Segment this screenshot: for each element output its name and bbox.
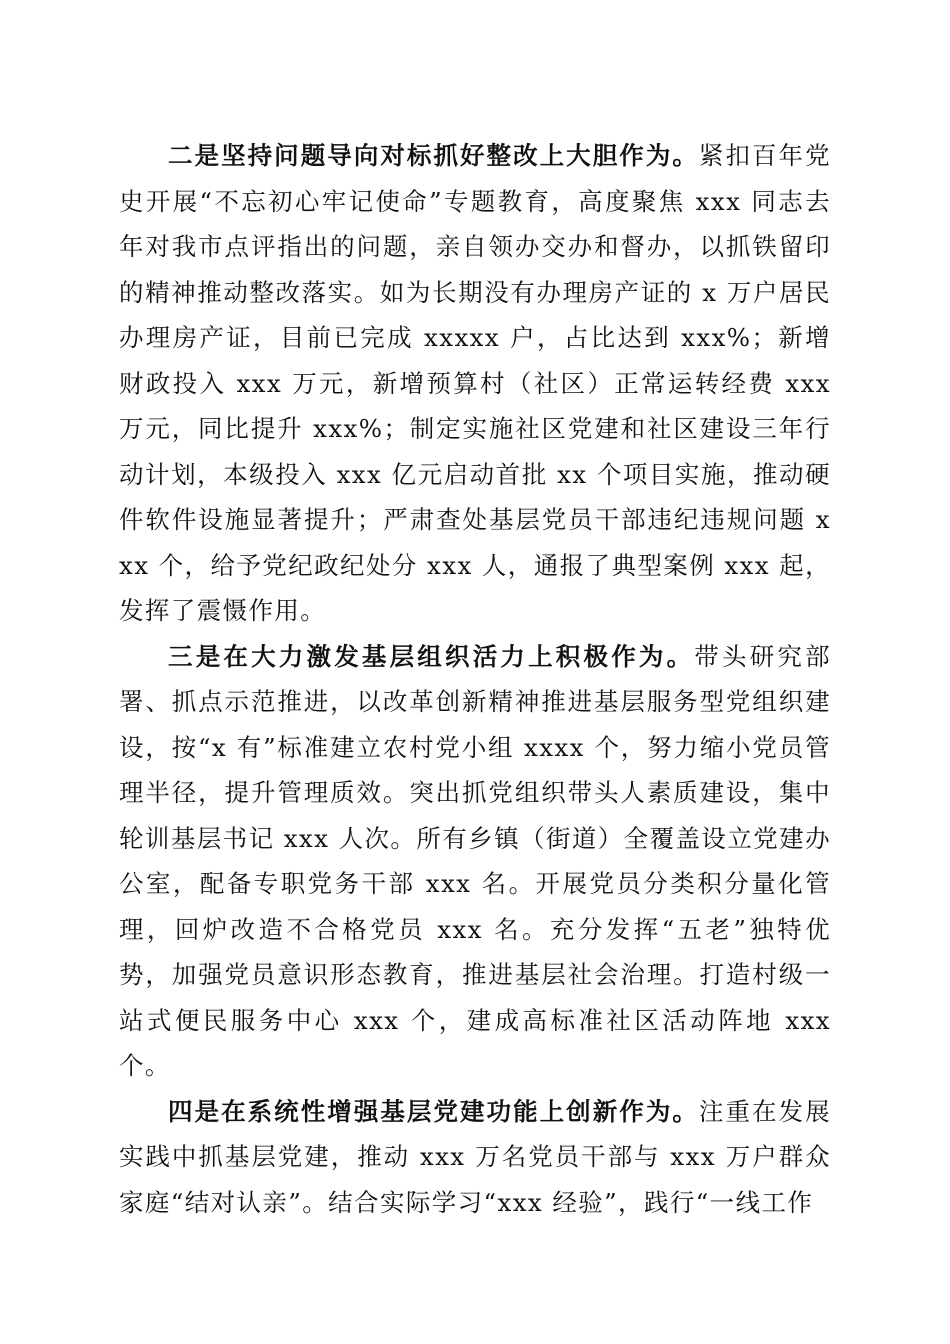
paragraph-rectification bbox=[119, 133, 831, 634]
paragraph-body-text: 紧扣百年党史开展“不忘初心牢记使命”专题教育，高度聚焦 xxx 同志去年对我市点评指出的问题，亲自领办交办和督办，以抓铁留印的精神推动整改落实。如为长期没有办理房产证的 x 万户居民办理房产证，目前已完成 xxxxx 户，占比达到 xxx%；新增财政投入 xxx 万元，新增预算村（社区）正常运转经费 xxx 万元，同比提升 xxx%；制定实施社区党建和社区建设三年行动计划，本级投入 xxx 亿元启动首批 xx 个项目实施，推动硬件软件设施显著提升；严肃查处基层党员干部违纪违规问题 xxx 个，给予党纪政纪处分 xxx 人，通报了典型案例 xxx 起，发挥了震慑作用。 bbox=[119, 141, 832, 625]
paragraph-lead-heading: 三是在大力激发基层组织活力上积极作为。 bbox=[168, 641, 695, 671]
paragraph-organization-vitality bbox=[119, 634, 831, 1089]
paragraph-lead-heading: 四是在系统性增强基层党建功能上创新作为。 bbox=[168, 1096, 699, 1126]
paragraph-body-text: 带头研究部署、抓点示范推进，以改革创新精神推进基层服务型党组织建设，按“x 有”标准建立农村党小组 xxxx 个，努力缩小党员管理半径，提升管理质效。突出抓党组织带头人素质建设，集中轮训基层书记 xxx 人次。所有乡镇（街道）全覆盖设立党建办公室，配备专职党务干部 xxx 名。开展党员分类积分量化管理，回炉改造不合格党员 xxx 名。充分发挥“五老”独特优势，加强党员意识形态教育，推进基层社会治理。打造村级一站式便民服务中心 xxx 个，建成高标准社区活动阵地 xxx 个。 bbox=[119, 641, 831, 1080]
paragraph-lead-heading: 二是坚持问题导向对标抓好整改上大胆作为。 bbox=[168, 141, 699, 170]
paragraph-body-text: 注重在发展实践中抓基层党建，推动 xxx 万名党员干部与 xxx 万户群众家庭“结对认亲”。结合实际学习“xxx 经验”，践行“一线工作 bbox=[119, 1096, 832, 1217]
paragraph-party-building-function bbox=[119, 1089, 831, 1226]
document-body bbox=[119, 133, 831, 1225]
